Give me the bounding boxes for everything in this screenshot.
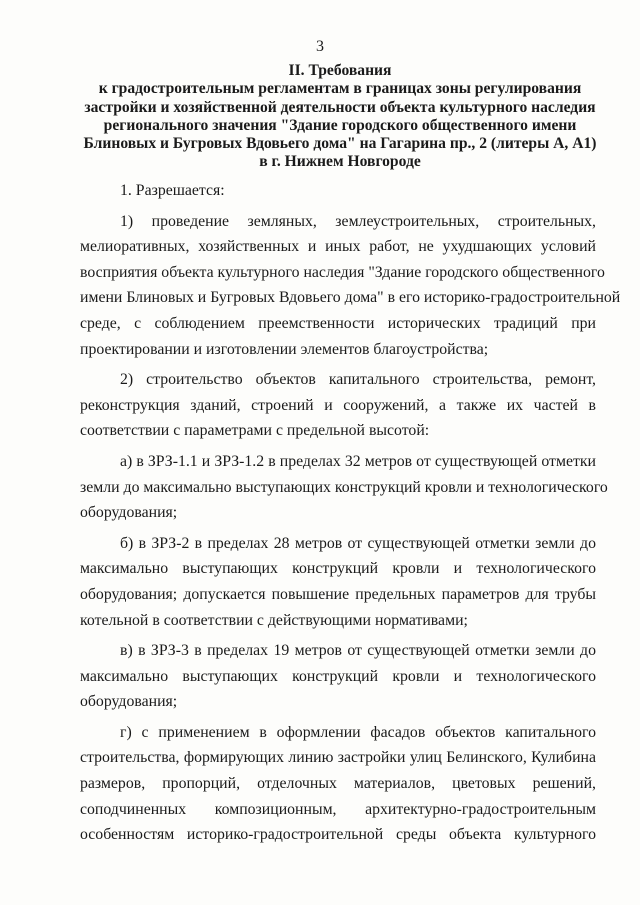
paragraph: [80, 178, 596, 204]
paragraph-line: среде, с соблюдением преемственности исторических традиций при: [80, 314, 596, 332]
paragraph-line: земли до максимально выступающих конструкций кровли и технологического: [80, 478, 608, 496]
paragraph-line: г) с применением в оформлении фасадов объектов капитального: [120, 723, 596, 741]
paragraph-line: проектировании и изготовлении элементов благоустройства;: [80, 340, 489, 358]
paragraph-line: имени Блиновых и Бугровых Вдовьего дома" в его историко-градостроительной: [80, 289, 621, 307]
paragraph-line: соподчиненных композиционным, архитектурно-градостроительным: [80, 800, 596, 818]
paragraph-line: максимально выступающих конструкций кровли и технологического: [80, 667, 596, 685]
paragraph-line: котельной в соответствии с действующими нормативами;: [80, 611, 468, 629]
paragraph-line: оборудования;: [80, 504, 178, 522]
paragraph-line: восприятия объекта культурного наследия "Здание городского общественного: [80, 263, 605, 281]
paragraph-line: строительства, формирующих линию застройки улиц Белинского, Кулибина: [80, 749, 596, 767]
heading-line: застройки и хозяйственной деятельности объекта культурного наследия: [84, 98, 596, 116]
paragraph: [80, 531, 596, 633]
heading-line: Блиновых и Бугровых Вдовьего дома" на Гагарина пр., 2 (литеры А, А1): [83, 135, 597, 153]
page-number: 3: [316, 38, 324, 55]
section-title: II. Требования: [288, 62, 392, 79]
paragraph-line: особенностям историко-градостроительной среды объекта культурного: [80, 826, 596, 844]
paragraph-line: мелиоративных, хозяйственных и иных работ, не ухудшающих условий: [80, 238, 596, 256]
paragraph-line: максимально выступающих конструкций кровли и технологического: [80, 560, 596, 578]
paragraph: [80, 209, 621, 363]
heading-line: в г. Нижнем Новгороде: [259, 153, 421, 171]
paragraph: [80, 367, 596, 444]
paragraph-line: оборудования;: [80, 693, 178, 711]
paragraph-line: размеров, пропорций, отделочных материалов, цветовых решений,: [80, 775, 596, 793]
paragraph: [80, 449, 608, 526]
section-heading: [70, 62, 610, 172]
heading-line: к градостроительным регламентам в границах зоны регулирования: [98, 80, 582, 98]
paragraph-line: соответствии с параметрами с предельной высотой:: [80, 422, 430, 440]
heading-line: регионального значения "Здание городского общественного имени: [103, 116, 577, 134]
paragraph-line: а) в ЗРЗ-1.1 и ЗРЗ-1.2 в пределах 32 метров от существующей отметки: [120, 452, 596, 470]
paragraph-line: оборудования; допускается повышение предельных параметров для трубы: [80, 585, 596, 603]
paragraph-line: 1. Разрешается:: [120, 182, 225, 199]
document-body: [80, 178, 621, 848]
paragraph-line: б) в ЗРЗ-2 в пределах 28 метров от существующей отметки земли до: [120, 534, 596, 552]
paragraph-line: 1) проведение земляных, землеустроительных, строительных,: [120, 212, 596, 230]
paragraph: [80, 638, 596, 715]
paragraph-line: реконструкция зданий, строений и сооружений, а также их частей в: [80, 396, 596, 414]
paragraph-line: в) в ЗРЗ-3 в пределах 19 метров от существующей отметки земли до: [120, 642, 596, 660]
paragraph-line: 2) строительство объектов капитального строительства, ремонт,: [120, 371, 596, 389]
paragraph: [80, 720, 596, 848]
